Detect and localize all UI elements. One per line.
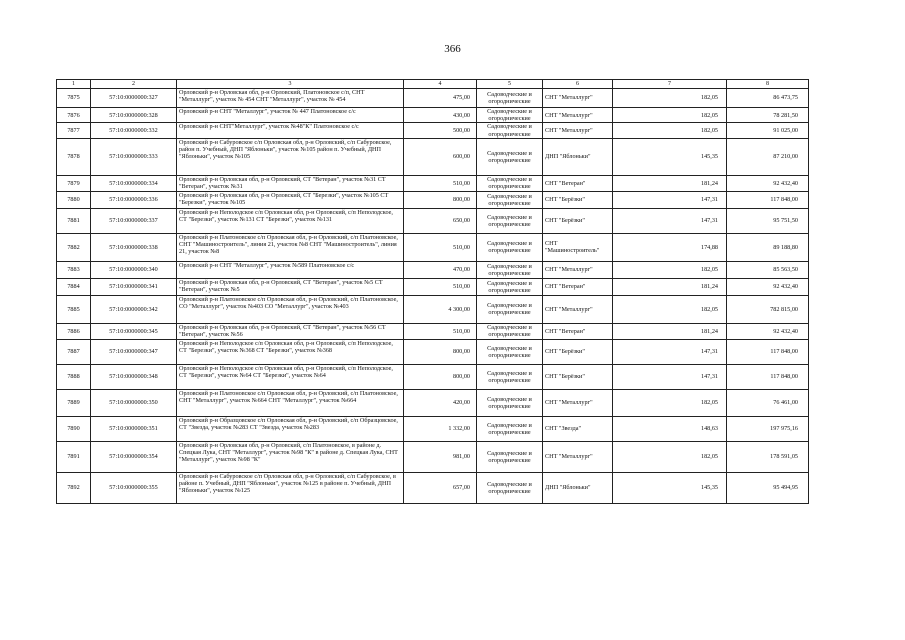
row-number: 7891 xyxy=(57,441,91,472)
cadastral-number: 57:10:0000000:342 xyxy=(91,295,177,323)
table-row xyxy=(57,123,809,138)
area-value: 470,00 xyxy=(404,261,477,278)
cadastral-number: 57:10:0000000:334 xyxy=(91,175,177,191)
area-value: 600,00 xyxy=(404,138,477,175)
total-value: 178 591,05 xyxy=(727,441,809,472)
cadastral-number: 57:10:0000000:341 xyxy=(91,278,177,295)
location-description: Орловский р-н Орловская обл, р-н Орловский, СТ "Ветеран", участок №56 СТ "Ветеран", участок №56 xyxy=(177,323,404,339)
unit-value: 181,24 xyxy=(613,175,727,191)
organization-name: СНТ "Берёзки" xyxy=(543,364,613,389)
cadastral-number: 57:10:0000000:345 xyxy=(91,323,177,339)
unit-value: 182,05 xyxy=(613,389,727,416)
total-value: 117 848,00 xyxy=(727,339,809,364)
location-description: Орловский р-н Орловская обл, р-н Орловский, СТ "Ветеран", участок №5 СТ "Ветеран", участок №5 xyxy=(177,278,404,295)
unit-value: 182,05 xyxy=(613,123,727,138)
table-row xyxy=(57,233,809,261)
organization-name: СНТ "Звезда" xyxy=(543,416,613,441)
total-value: 117 848,00 xyxy=(727,364,809,389)
cadastral-number: 57:10:0000000:336 xyxy=(91,191,177,208)
area-value: 1 332,00 xyxy=(404,416,477,441)
total-value: 95 751,50 xyxy=(727,208,809,233)
area-value: 420,00 xyxy=(404,389,477,416)
location-description: Орловский р-н Орловская обл, р-н Орловский, СТ "Березки", участок №105 СТ "Березки", участок №105 xyxy=(177,191,404,208)
location-description: Орловский р-н Орловская обл, р-н Орловский, Платоновское с/п, СНТ "Металлург", участок № 454 СНТ "Металлург", участок № 454 xyxy=(177,89,404,108)
column-header: 3 xyxy=(177,80,404,89)
total-value: 117 848,00 xyxy=(727,191,809,208)
row-number: 7887 xyxy=(57,339,91,364)
unit-value: 145,35 xyxy=(613,472,727,503)
table-row xyxy=(57,323,809,339)
location-description: Орловский р-н СНТ"Металлург", участок №48"К" Платоновское с/с xyxy=(177,123,404,138)
row-number: 7882 xyxy=(57,233,91,261)
land-use-type: Садоводческие и огороднические xyxy=(477,175,543,191)
table-row xyxy=(57,175,809,191)
area-value: 500,00 xyxy=(404,123,477,138)
unit-value: 147,31 xyxy=(613,191,727,208)
row-number: 7890 xyxy=(57,416,91,441)
total-value: 91 025,00 xyxy=(727,123,809,138)
row-number: 7878 xyxy=(57,138,91,175)
location-description: Орловский р-н Образцовское с/п Орловская обл, р-н Орловский, с/п Образцовское, СТ "Звезда, участок №283 СТ "Звезда, участок №283 xyxy=(177,416,404,441)
total-value: 92 432,40 xyxy=(727,175,809,191)
organization-name: СНТ "Ветеран" xyxy=(543,278,613,295)
row-number: 7880 xyxy=(57,191,91,208)
unit-value: 148,63 xyxy=(613,416,727,441)
organization-name: СНТ "Металлург" xyxy=(543,389,613,416)
row-number: 7879 xyxy=(57,175,91,191)
total-value: 95 494,95 xyxy=(727,472,809,503)
land-use-type: Садоводческие и огороднические xyxy=(477,208,543,233)
column-header: 8 xyxy=(727,80,809,89)
unit-value: 181,24 xyxy=(613,278,727,295)
location-description: Орловский р-н СНТ "Металлург", участок №589 Платоновское с/с xyxy=(177,261,404,278)
row-number: 7881 xyxy=(57,208,91,233)
column-header: 7 xyxy=(613,80,727,89)
area-value: 510,00 xyxy=(404,278,477,295)
cadastral-number: 57:10:0000000:333 xyxy=(91,138,177,175)
table-row xyxy=(57,295,809,323)
area-value: 800,00 xyxy=(404,191,477,208)
table-row xyxy=(57,472,809,503)
row-number: 7889 xyxy=(57,389,91,416)
cadastral-number: 57:10:0000000:350 xyxy=(91,389,177,416)
land-use-type: Садоводческие и огороднические xyxy=(477,295,543,323)
unit-value: 147,31 xyxy=(613,364,727,389)
location-description: Орловский р-н Платоновское с/п Орловская обл, р-н Орловский, с/п Платоновское, СНТ "Машиностроитель", линия 21, участок №8 СНТ "Машиностроитель", линия 21, участок №8 xyxy=(177,233,404,261)
land-use-type: Садоводческие и огороднические xyxy=(477,441,543,472)
area-value: 475,00 xyxy=(404,89,477,108)
organization-name: СНТ "Металлург" xyxy=(543,123,613,138)
column-header: 4 xyxy=(404,80,477,89)
table-row xyxy=(57,261,809,278)
organization-name: СНТ "Металлург" xyxy=(543,89,613,108)
location-description: Орловский р-н Платоновское с/п Орловская обл, р-н Орловский, с/п Платоновское, СНТ "Металлург", участок №664 СНТ "Металлург", участок №664 xyxy=(177,389,404,416)
location-description: Орловский р-н Орловская обл, р-н Орловский, с/п Платоновское, в районе д. Спецкая Лука, СНТ "Металлург", участок №98 "К" в районе д. Спецкая Лука, СНТ "Металлург", участок №98 "К" xyxy=(177,441,404,472)
row-number: 7883 xyxy=(57,261,91,278)
organization-name: ДНП "Яблоньки" xyxy=(543,138,613,175)
land-use-type: Садоводческие и огороднические xyxy=(477,123,543,138)
column-header: 5 xyxy=(477,80,543,89)
area-value: 510,00 xyxy=(404,233,477,261)
total-value: 85 563,50 xyxy=(727,261,809,278)
table-row xyxy=(57,89,809,108)
unit-value: 181,24 xyxy=(613,323,727,339)
row-number: 7885 xyxy=(57,295,91,323)
land-use-type: Садоводческие и огороднические xyxy=(477,472,543,503)
total-value: 87 210,00 xyxy=(727,138,809,175)
organization-name: СНТ "Металлург" xyxy=(543,295,613,323)
organization-name: СНТ "Берёзки" xyxy=(543,191,613,208)
organization-name: СНТ "Берёзки" xyxy=(543,339,613,364)
total-value: 92 432,40 xyxy=(727,278,809,295)
land-use-type: Садоводческие и огороднические xyxy=(477,191,543,208)
cadastral-number: 57:10:0000000:348 xyxy=(91,364,177,389)
organization-name: СНТ "Ветеран" xyxy=(543,323,613,339)
row-number: 7888 xyxy=(57,364,91,389)
area-value: 981,00 xyxy=(404,441,477,472)
row-number: 7884 xyxy=(57,278,91,295)
total-value: 782 815,00 xyxy=(727,295,809,323)
total-value: 92 432,40 xyxy=(727,323,809,339)
cadastral-number: 57:10:0000000:355 xyxy=(91,472,177,503)
cadastral-number: 57:10:0000000:328 xyxy=(91,108,177,123)
unit-value: 182,05 xyxy=(613,295,727,323)
organization-name: СНТ "Металлург" xyxy=(543,108,613,123)
land-registry-table xyxy=(56,79,809,504)
table-header-row xyxy=(57,80,809,89)
organization-name: ДНП "Яблоньки" xyxy=(543,472,613,503)
cadastral-number: 57:10:0000000:327 xyxy=(91,89,177,108)
table-row xyxy=(57,416,809,441)
location-description: Орловский р-н Неполодское с/п Орловская обл, р-н Орловский, с/п Неполодское, СТ "Березки", участок №64 СТ "Березки", участок №64 xyxy=(177,364,404,389)
organization-name: СНТ "Металлург" xyxy=(543,441,613,472)
land-use-type: Садоводческие и огороднические xyxy=(477,89,543,108)
location-description: Орловский р-н Неполодское с/п Орловская обл, р-н Орловский, с/п Неполодское, СТ "Березки", участок №368 СТ "Березки", участок №368 xyxy=(177,339,404,364)
location-description: Орловский р-н Неполодское с/п Орловская обл, р-н Орловский, с/п Неполодское, СТ "Березки", участок №131 СТ "Березки", участок №131 xyxy=(177,208,404,233)
table-row xyxy=(57,339,809,364)
total-value: 78 281,50 xyxy=(727,108,809,123)
land-use-type: Садоводческие и огороднические xyxy=(477,339,543,364)
location-description: Орловский р-н Сабуровское с/п Орловская обл, р-н Орловский, с/п Сабуровское, район п. Учебный, ДНП "Яблоньки", участок №105 район п. Учебный, ДНП "Яблоньки", участок №105 xyxy=(177,138,404,175)
land-use-type: Садоводческие и огороднические xyxy=(477,278,543,295)
area-value: 800,00 xyxy=(404,364,477,389)
cadastral-number: 57:10:0000000:340 xyxy=(91,261,177,278)
location-description: Орловский р-н Платоновское с/п Орловская обл, р-н Орловский, с/п Платоновское, СО "Металлург", участок №403 СО "Металлург", участок №403 xyxy=(177,295,404,323)
land-use-type: Садоводческие и огороднические xyxy=(477,261,543,278)
table-row xyxy=(57,191,809,208)
cadastral-number: 57:10:0000000:351 xyxy=(91,416,177,441)
table-row xyxy=(57,278,809,295)
land-use-type: Садоводческие и огороднические xyxy=(477,138,543,175)
cadastral-number: 57:10:0000000:332 xyxy=(91,123,177,138)
unit-value: 182,05 xyxy=(613,89,727,108)
table-row xyxy=(57,364,809,389)
table-row xyxy=(57,108,809,123)
unit-value: 145,35 xyxy=(613,138,727,175)
row-number: 7877 xyxy=(57,123,91,138)
area-value: 650,00 xyxy=(404,208,477,233)
area-value: 4 300,00 xyxy=(404,295,477,323)
table-row xyxy=(57,138,809,175)
location-description: Орловский р-н Орловская обл, р-н Орловский, СТ "Ветеран", участок №31 СТ "Ветеран", участок №31 xyxy=(177,175,404,191)
unit-value: 182,05 xyxy=(613,261,727,278)
column-header: 1 xyxy=(57,80,91,89)
land-use-type: Садоводческие и огороднические xyxy=(477,233,543,261)
table-row xyxy=(57,441,809,472)
table-row xyxy=(57,389,809,416)
area-value: 800,00 xyxy=(404,339,477,364)
organization-name: СНТ "Берёзки" xyxy=(543,208,613,233)
total-value: 89 188,80 xyxy=(727,233,809,261)
area-value: 510,00 xyxy=(404,175,477,191)
land-use-type: Садоводческие и огороднические xyxy=(477,364,543,389)
unit-value: 147,31 xyxy=(613,339,727,364)
land-use-type: Садоводческие и огороднические xyxy=(477,389,543,416)
row-number: 7876 xyxy=(57,108,91,123)
location-description: Орловский р-н СНТ "Металлург", участок № 447 Платоновское с/с xyxy=(177,108,404,123)
land-use-type: Садоводческие и огороднические xyxy=(477,108,543,123)
total-value: 197 975,16 xyxy=(727,416,809,441)
cadastral-number: 57:10:0000000:354 xyxy=(91,441,177,472)
page-number: 366 xyxy=(444,43,461,55)
cadastral-number: 57:10:0000000:337 xyxy=(91,208,177,233)
row-number: 7892 xyxy=(57,472,91,503)
table-row xyxy=(57,208,809,233)
organization-name: СНТ "Металлург" xyxy=(543,261,613,278)
unit-value: 147,31 xyxy=(613,208,727,233)
organization-name: СНТ "Ветеран" xyxy=(543,175,613,191)
cadastral-number: 57:10:0000000:347 xyxy=(91,339,177,364)
land-use-type: Садоводческие и огороднические xyxy=(477,323,543,339)
cadastral-number: 57:10:0000000:338 xyxy=(91,233,177,261)
location-description: Орловский р-н Сабуровское с/п Орловская обл, р-н Орловский, с/п Сабуровское, в районе п. Учебный, ДНП "Яблоньки", участок №125 в районе п. Учебный, ДНП "Яблоньки", участок №125 xyxy=(177,472,404,503)
column-header: 6 xyxy=(543,80,613,89)
row-number: 7875 xyxy=(57,89,91,108)
organization-name: СНТ "Машиностроитель" xyxy=(543,233,613,261)
unit-value: 174,88 xyxy=(613,233,727,261)
total-value: 76 461,00 xyxy=(727,389,809,416)
unit-value: 182,05 xyxy=(613,108,727,123)
area-value: 657,00 xyxy=(404,472,477,503)
area-value: 430,00 xyxy=(404,108,477,123)
row-number: 7886 xyxy=(57,323,91,339)
total-value: 86 473,75 xyxy=(727,89,809,108)
column-header: 2 xyxy=(91,80,177,89)
area-value: 510,00 xyxy=(404,323,477,339)
unit-value: 182,05 xyxy=(613,441,727,472)
land-use-type: Садоводческие и огороднические xyxy=(477,416,543,441)
